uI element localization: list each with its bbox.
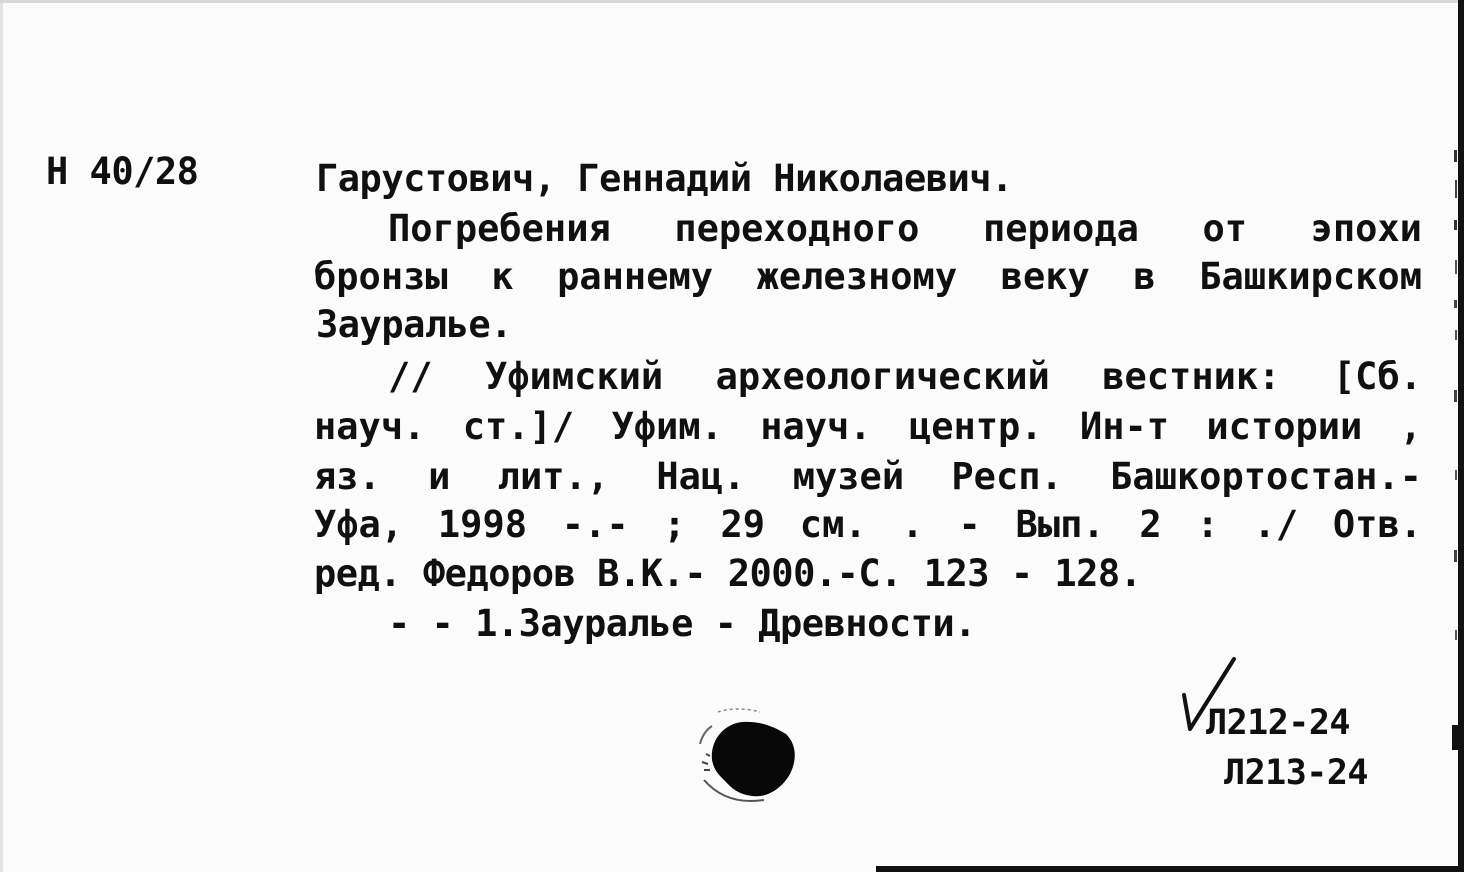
edge-tick-marks [1450,150,1460,750]
card-bottom-edge [876,866,1464,872]
card-top-edge [0,0,1464,3]
source-word: ./ [1253,503,1299,546]
source-word: 1998 [437,503,527,546]
source-word: Нац. [656,455,746,498]
author-heading: Гарустович, Геннадий Николаевич. [316,157,1013,200]
source-line-3 [314,455,1422,498]
inventory-number: Л213-24 [1224,753,1369,793]
ink-stamp-icon [690,700,820,810]
source-word: яз. [314,455,381,498]
source-word: см. [799,503,867,546]
source-word: ст.]/ [462,405,575,448]
title-word: от [1202,207,1247,250]
source-word: центр. [908,405,1043,448]
shelf-mark: Н 40/28 [46,150,199,193]
inventory-number: Л212-24 [1206,703,1351,743]
card-left-edge [0,0,3,872]
source-word: 2 [1139,503,1162,546]
source-word: , [1399,405,1422,448]
source-word: Башкортостан.- [1110,455,1422,498]
title-word: в [1133,255,1156,298]
source-word: // [388,355,433,398]
source-word: и [428,455,451,498]
source-line-4 [314,503,1422,546]
title-word: железному [756,255,958,298]
source-word: Уфа, [314,503,404,546]
title-line-3: Зауралье. [316,303,512,346]
source-word: [Сб. [1332,355,1422,398]
source-word: Отв. [1332,503,1422,546]
source-line-2 [314,405,1422,448]
source-line-1 [388,355,1422,398]
source-word: - [958,503,981,546]
source-word: науч. [760,405,872,448]
source-word: лит., [497,455,610,498]
source-word: Вып. [1015,503,1105,546]
source-word: -.- [561,503,629,546]
source-word: вестник: [1102,355,1281,398]
title-word: бронзы [314,255,448,298]
source-word: Уфимский [485,355,664,398]
source-word: . [901,503,924,546]
source-line-5: ред. Федоров В.К.- 2000.-С. 123 - 128. [314,552,1142,595]
source-word: ; [663,503,686,546]
source-word: археологический [715,355,1050,398]
subject-heading: - - 1.Зауралье - Древности. [388,602,976,645]
source-word: истории [1206,405,1363,448]
source-word: Уфим. [611,405,723,448]
source-word: 29 [720,503,766,546]
source-word: : [1196,503,1219,546]
title-word: к [491,255,514,298]
title-word: переходного [674,207,920,250]
title-word: периода [982,207,1139,250]
title-word: эпохи [1310,207,1422,250]
source-word: Респ. [951,455,1063,498]
title-line-2 [314,255,1422,298]
source-word: науч. [314,405,426,448]
source-word: музей [792,455,905,498]
title-word: веку [1000,255,1090,298]
title-word: раннему [557,255,714,298]
title-word: Башкирском [1199,255,1422,298]
title-word: Погребения [388,207,611,250]
title-line-1 [388,207,1422,250]
source-word: Ин-т [1079,405,1170,448]
